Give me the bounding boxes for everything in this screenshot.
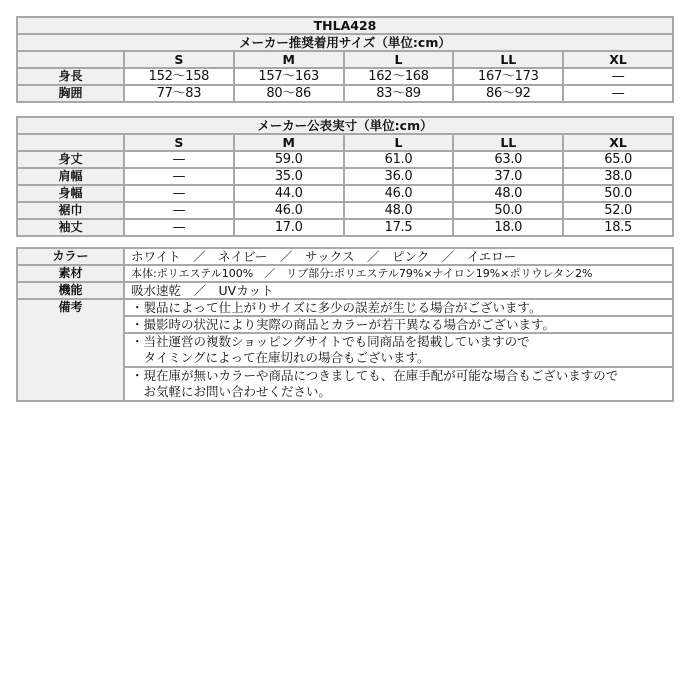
function-row xyxy=(17,282,673,299)
cell: 152～158 xyxy=(124,68,234,85)
note-item xyxy=(124,367,673,401)
cell: 35.0 xyxy=(234,168,344,185)
size-header: S xyxy=(124,134,234,151)
note-text: ・当社運営の複数ショッピングサイトでも同商品を掲載していますので xyxy=(131,334,530,349)
table-row xyxy=(17,168,673,185)
material-label: 素材 xyxy=(17,265,124,282)
note-text-cont: お気軽にお問い合わせください。 xyxy=(131,384,332,399)
cell: — xyxy=(563,68,673,85)
size-header: L xyxy=(344,134,454,151)
size-header: S xyxy=(124,51,234,68)
color-value: ホワイト ／ ネイビー ／ サックス ／ ピンク ／ イエロー xyxy=(124,248,673,265)
row-label: 肩幅 xyxy=(17,168,124,185)
size-header: XL xyxy=(563,51,673,68)
cell: — xyxy=(124,202,234,219)
cell: 50.0 xyxy=(453,202,563,219)
table-row xyxy=(17,151,673,168)
recommended-size-table xyxy=(16,16,674,103)
cell: 83～89 xyxy=(344,85,454,102)
cell: 17.5 xyxy=(344,219,454,236)
corner-cell xyxy=(17,51,124,68)
cell: 37.0 xyxy=(453,168,563,185)
notes-row xyxy=(17,299,673,316)
cell: 59.0 xyxy=(234,151,344,168)
cell: — xyxy=(124,219,234,236)
table-row xyxy=(17,202,673,219)
table-row xyxy=(17,185,673,202)
cell: 86～92 xyxy=(453,85,563,102)
cell: 167～173 xyxy=(453,68,563,85)
size-header: LL xyxy=(453,134,563,151)
cell: 77～83 xyxy=(124,85,234,102)
cell: 50.0 xyxy=(563,185,673,202)
measurement-table-title: メーカー公表実寸（単位:cm） xyxy=(17,117,673,134)
cell: 38.0 xyxy=(563,168,673,185)
cell: 65.0 xyxy=(563,151,673,168)
product-info-table xyxy=(16,247,674,402)
cell: 44.0 xyxy=(234,185,344,202)
cell: — xyxy=(124,168,234,185)
size-header-row xyxy=(17,134,673,151)
cell: — xyxy=(124,185,234,202)
note-item xyxy=(124,299,673,316)
cell: 18.5 xyxy=(563,219,673,236)
color-row xyxy=(17,248,673,265)
note-text: ・撮影時の状況により実際の商品とカラーが若干異なる場合がございます。 xyxy=(131,317,556,332)
table-row xyxy=(17,68,673,85)
cell: 48.0 xyxy=(453,185,563,202)
table-row xyxy=(17,219,673,236)
material-row xyxy=(17,265,673,282)
table-row xyxy=(17,85,673,102)
row-label: 身丈 xyxy=(17,151,124,168)
cell: 18.0 xyxy=(453,219,563,236)
row-label: 身幅 xyxy=(17,185,124,202)
cell: 48.0 xyxy=(344,202,454,219)
row-label: 袖丈 xyxy=(17,219,124,236)
notes-label: 備考 xyxy=(17,299,124,401)
cell: 162～168 xyxy=(344,68,454,85)
cell: 63.0 xyxy=(453,151,563,168)
recommended-table-title: メーカー推奨着用サイズ（単位:cm） xyxy=(17,34,673,51)
cell: 17.0 xyxy=(234,219,344,236)
cell: 46.0 xyxy=(344,185,454,202)
row-label: 身長 xyxy=(17,68,124,85)
note-text: ・現在庫が無いカラーや商品につきましても、在庫手配が可能な場合もございますので xyxy=(131,368,619,383)
note-item xyxy=(124,316,673,333)
corner-cell xyxy=(17,134,124,151)
size-header: M xyxy=(234,134,344,151)
note-item xyxy=(124,333,673,367)
size-header: L xyxy=(344,51,454,68)
product-code: THLA428 xyxy=(17,17,673,34)
cell: — xyxy=(124,151,234,168)
material-value: 本体:ポリエステル100% ／ リブ部分:ポリエステル79%×ナイロン19%×ポリウレタン2% xyxy=(124,265,673,282)
cell: 52.0 xyxy=(563,202,673,219)
measurement-table xyxy=(16,116,674,237)
cell: 46.0 xyxy=(234,202,344,219)
cell: 36.0 xyxy=(344,168,454,185)
cell: — xyxy=(563,85,673,102)
size-header: M xyxy=(234,51,344,68)
cell: 61.0 xyxy=(344,151,454,168)
function-value: 吸水速乾 ／ UVカット xyxy=(124,282,673,299)
cell: 157～163 xyxy=(234,68,344,85)
cell: 80～86 xyxy=(234,85,344,102)
row-label: 裾巾 xyxy=(17,202,124,219)
note-text: ・製品によって仕上がりサイズに多少の誤差が生じる場合がございます。 xyxy=(131,300,542,315)
size-header-row xyxy=(17,51,673,68)
function-label: 機能 xyxy=(17,282,124,299)
note-text-cont: タイミングによって在庫切れの場合もございます。 xyxy=(131,350,430,365)
size-header: XL xyxy=(563,134,673,151)
color-label: カラー xyxy=(17,248,124,265)
row-label: 胸囲 xyxy=(17,85,124,102)
size-header: LL xyxy=(453,51,563,68)
